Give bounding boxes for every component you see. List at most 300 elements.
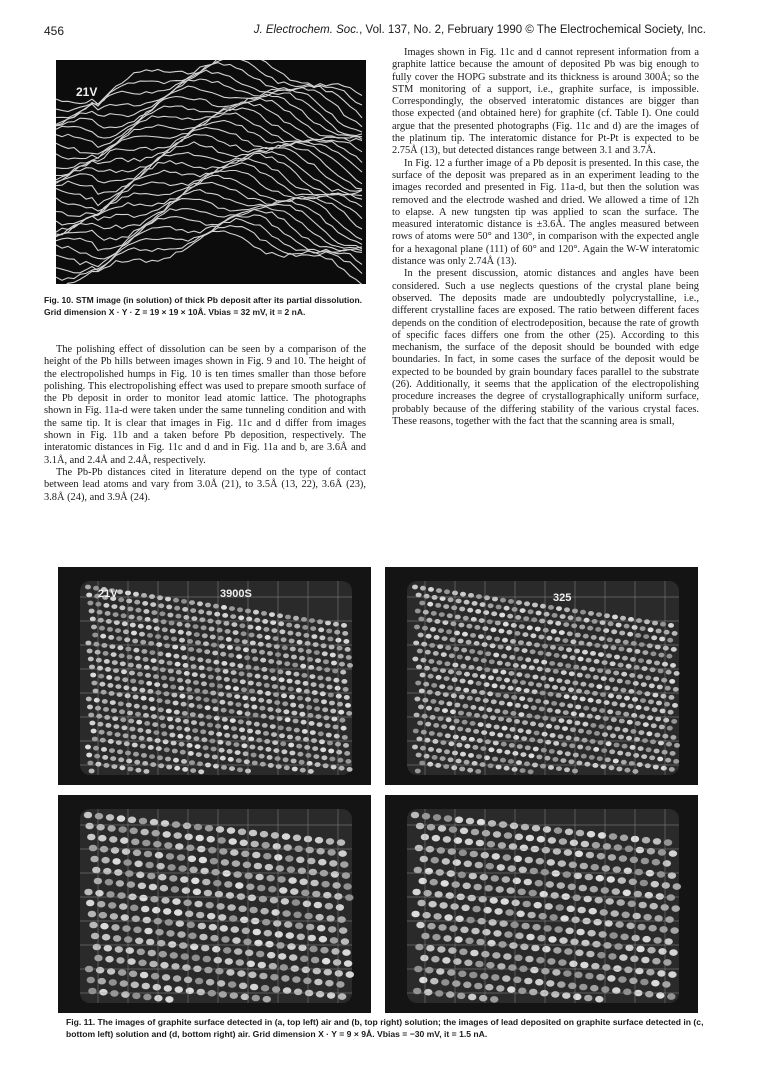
atom-spot	[101, 857, 109, 864]
atom-spot	[511, 623, 517, 628]
atom-spot	[644, 691, 650, 696]
atom-spot	[226, 892, 234, 899]
atom-spot	[156, 746, 162, 751]
atom-spot	[556, 904, 564, 911]
atom-spot	[249, 633, 255, 638]
atom-spot	[245, 711, 251, 716]
atom-spot	[199, 934, 207, 941]
atom-spot	[603, 628, 609, 633]
atom-spot	[513, 977, 521, 984]
atom-spot	[470, 851, 478, 858]
atom-spot	[654, 733, 660, 738]
atom-spot	[262, 619, 268, 624]
atom-spot	[494, 637, 500, 642]
atom-spot	[209, 627, 215, 632]
atom-spot	[571, 623, 577, 628]
atom-spot	[612, 888, 620, 895]
atom-spot	[476, 681, 482, 686]
atom-spot	[426, 706, 432, 711]
atom-spot	[256, 738, 262, 743]
atom-spot	[186, 631, 192, 636]
atom-spot	[629, 879, 637, 886]
atom-spot	[570, 939, 578, 946]
atom-spot	[642, 738, 648, 743]
atom-spot	[651, 635, 657, 640]
atom-spot	[626, 648, 632, 653]
atom-spot	[155, 852, 163, 859]
atom-spot	[338, 993, 346, 1000]
atom-spot	[532, 675, 538, 680]
atom-spot	[309, 946, 317, 953]
atom-spot	[197, 704, 203, 709]
atom-spot	[449, 826, 457, 833]
atom-spot	[292, 976, 300, 983]
atom-spot	[538, 635, 544, 640]
atom-spot	[165, 699, 171, 704]
atom-spot	[235, 882, 243, 889]
atom-spot	[221, 859, 229, 866]
atom-spot	[335, 970, 343, 977]
atom-spot	[133, 752, 139, 757]
atom-spot	[524, 673, 530, 678]
atom-spot	[207, 723, 213, 728]
atom-spot	[122, 621, 128, 626]
atom-spot	[151, 714, 157, 719]
atom-spot	[268, 763, 274, 768]
atom-spot	[514, 647, 520, 652]
atom-spot	[218, 692, 224, 697]
atom-spot	[578, 657, 584, 662]
atom-spot	[471, 829, 479, 836]
atom-spot	[269, 963, 277, 970]
atom-spot	[250, 697, 256, 702]
atom-spot	[431, 683, 437, 688]
atom-spot	[554, 653, 560, 658]
atom-spot	[283, 653, 289, 658]
atom-spot	[445, 645, 451, 650]
atom-spot	[670, 663, 676, 668]
atom-spot	[645, 675, 651, 680]
atom-spot	[322, 651, 328, 656]
atom-spot	[543, 700, 549, 705]
atom-spot	[428, 659, 434, 664]
atom-spot	[556, 678, 562, 683]
atom-spot	[587, 714, 593, 719]
atom-spot	[441, 652, 447, 657]
atom-spot	[473, 657, 479, 662]
atom-spot	[133, 850, 141, 857]
atom-spot	[542, 847, 550, 854]
atom-spot	[119, 765, 125, 770]
atom-spot	[209, 683, 215, 688]
atom-spot	[342, 949, 350, 956]
atom-spot	[434, 707, 440, 712]
atom-spot	[111, 847, 119, 854]
atom-spot	[552, 757, 558, 762]
atom-spot	[296, 857, 304, 864]
atom-spot	[146, 939, 154, 946]
atom-spot	[150, 706, 156, 711]
atom-spot	[162, 683, 168, 688]
atom-spot	[318, 627, 324, 632]
atom-spot	[611, 629, 617, 634]
atom-spot	[159, 659, 165, 664]
atom-spot	[663, 646, 669, 651]
figure-11c-image	[58, 795, 371, 1013]
atom-spot	[215, 620, 221, 625]
atom-spot	[111, 652, 117, 657]
atom-spot	[441, 724, 447, 729]
atom-spot	[496, 605, 502, 610]
atom-spot	[330, 937, 338, 944]
atom-spot	[584, 762, 590, 767]
atom-spot	[645, 991, 653, 998]
atom-spot	[585, 674, 591, 679]
atom-spot	[430, 879, 438, 886]
atom-spot	[221, 661, 227, 666]
atom-spot	[438, 924, 446, 931]
atom-spot	[496, 886, 504, 893]
atom-spot	[646, 969, 654, 976]
atom-spot	[263, 996, 271, 1003]
atom-spot	[598, 931, 606, 938]
atom-spot	[434, 635, 440, 640]
atom-spot	[586, 642, 592, 647]
atom-spot	[223, 947, 231, 954]
atom-spot	[161, 897, 169, 904]
atom-spot	[522, 632, 528, 637]
atom-spot	[153, 841, 161, 848]
atom-spot	[673, 883, 681, 890]
atom-spot	[155, 929, 163, 936]
atom-spot	[451, 605, 457, 610]
atom-spot	[323, 659, 329, 664]
atom-spot	[436, 675, 442, 680]
atom-spot	[264, 930, 272, 937]
atom-spot	[594, 659, 600, 664]
atom-spot	[426, 945, 434, 952]
atom-spot	[532, 924, 540, 931]
atom-spot	[454, 719, 460, 724]
atom-spot	[457, 727, 463, 732]
atom-spot	[532, 825, 540, 832]
atom-spot	[163, 908, 171, 915]
atom-spot	[503, 953, 511, 960]
atom-spot	[448, 757, 454, 762]
atom-spot	[142, 983, 150, 990]
atom-spot	[602, 660, 608, 665]
atom-spot	[212, 755, 218, 760]
atom-spot	[603, 942, 611, 949]
atom-spot	[120, 837, 128, 844]
atom-spot	[107, 731, 113, 736]
atom-spot	[504, 766, 510, 771]
atom-spot	[149, 697, 155, 702]
atom-spot	[215, 668, 221, 673]
atom-spot	[502, 710, 508, 715]
atom-spot	[132, 993, 140, 1000]
atom-spot	[211, 747, 217, 752]
atom-spot	[334, 734, 340, 739]
atom-spot	[95, 813, 103, 820]
atom-spot	[547, 708, 553, 713]
atom-spot	[270, 897, 278, 904]
atom-spot	[663, 959, 671, 966]
atom-spot	[346, 655, 352, 660]
atom-spot	[141, 753, 147, 758]
atom-spot	[213, 880, 221, 887]
atom-spot	[150, 602, 156, 607]
atom-spot	[285, 615, 291, 620]
atom-spot	[560, 758, 566, 763]
atom-spot	[442, 957, 450, 964]
atom-spot	[234, 948, 242, 955]
fig11a-screen-label-2: 3900S	[220, 588, 252, 600]
atom-spot	[136, 872, 144, 879]
figure-11a-image	[58, 567, 371, 785]
atom-spot	[560, 686, 566, 691]
atom-spot	[100, 634, 106, 639]
atom-spot	[102, 755, 108, 760]
atom-spot	[202, 689, 208, 694]
atom-spot	[526, 934, 534, 941]
atom-spot	[205, 705, 211, 710]
atom-spot	[190, 944, 198, 951]
atom-spot	[177, 678, 183, 683]
atom-spot	[485, 885, 493, 892]
atom-spot	[510, 922, 518, 929]
atom-spot	[612, 615, 618, 620]
atom-spot	[538, 651, 544, 656]
atom-spot	[519, 624, 525, 629]
atom-spot	[594, 731, 600, 736]
atom-spot	[119, 653, 125, 658]
atom-spot	[446, 701, 452, 706]
atom-spot	[533, 747, 539, 752]
atom-spot	[649, 755, 655, 760]
atom-spot	[161, 731, 167, 736]
atom-spot	[276, 865, 284, 872]
atom-spot	[98, 674, 104, 679]
atom-spot	[220, 925, 228, 932]
atom-spot	[293, 672, 299, 677]
atom-spot	[474, 884, 482, 891]
atom-spot	[85, 585, 91, 590]
atom-spot	[548, 692, 554, 697]
atom-spot	[107, 627, 113, 632]
atom-spot	[617, 751, 623, 756]
atom-spot	[290, 703, 296, 708]
atom-spot	[667, 993, 675, 1000]
atom-spot	[478, 706, 484, 711]
atom-spot	[562, 654, 568, 659]
atom-spot	[419, 878, 427, 885]
atom-spot	[138, 624, 144, 629]
atom-spot	[464, 861, 472, 868]
atom-spot	[453, 647, 459, 652]
atom-spot	[173, 975, 181, 982]
atom-spot	[451, 693, 457, 698]
atom-spot	[536, 858, 544, 865]
atom-spot	[593, 747, 599, 752]
atom-spot	[240, 917, 248, 924]
atom-spot	[301, 673, 307, 678]
atom-spot	[587, 626, 593, 631]
atom-spot	[249, 745, 255, 750]
atom-spot	[285, 671, 291, 676]
atom-spot	[112, 660, 118, 665]
atom-spot	[299, 712, 305, 717]
atom-spot	[124, 741, 130, 746]
atom-spot	[84, 889, 92, 896]
atom-spot	[563, 622, 569, 627]
atom-spot	[291, 711, 297, 716]
atom-spot	[227, 701, 233, 706]
atom-spot	[287, 866, 295, 873]
atom-spot	[659, 926, 667, 933]
atom-spot	[153, 730, 159, 735]
atom-spot	[422, 698, 428, 703]
atom-spot	[229, 606, 235, 611]
atom-spot	[599, 708, 605, 713]
atom-spot	[459, 695, 465, 700]
atom-spot	[197, 989, 205, 996]
atom-spot	[106, 675, 112, 680]
atom-spot	[200, 729, 206, 734]
atom-spot	[590, 651, 596, 656]
atom-spot	[441, 880, 449, 887]
atom-spot	[265, 747, 271, 752]
atom-spot	[128, 719, 134, 724]
atom-spot	[558, 646, 564, 651]
atom-spot	[294, 728, 300, 733]
atom-spot	[165, 996, 173, 1003]
atom-spot	[299, 760, 305, 765]
atom-spot	[613, 671, 619, 676]
atom-spot	[282, 833, 290, 840]
atom-spot	[639, 642, 645, 647]
atom-spot	[309, 618, 315, 623]
atom-spot	[486, 962, 494, 969]
atom-spot	[325, 677, 331, 682]
atom-spot	[189, 703, 195, 708]
atom-spot	[299, 879, 307, 886]
fig10-screen-label: 21V	[76, 85, 98, 99]
atom-spot	[95, 890, 103, 897]
atom-spot	[297, 640, 303, 645]
atom-spot	[253, 929, 261, 936]
atom-spot	[558, 718, 564, 723]
atom-spot	[341, 726, 347, 731]
atom-spot	[639, 902, 647, 909]
atom-spot	[302, 729, 308, 734]
atom-spot	[103, 763, 109, 768]
atom-spot	[131, 631, 137, 636]
atom-spot	[592, 941, 600, 948]
atom-spot	[585, 874, 593, 881]
atom-spot	[292, 767, 298, 772]
atom-spot	[651, 881, 659, 888]
atom-spot	[429, 643, 435, 648]
atom-spot	[130, 905, 138, 912]
atom-spot	[326, 629, 332, 634]
atom-spot	[580, 682, 586, 687]
atom-spot	[452, 881, 460, 888]
atom-spot	[211, 869, 219, 876]
atom-spot	[564, 679, 570, 684]
atom-spot	[183, 900, 191, 907]
atom-spot	[130, 623, 136, 628]
atom-spot	[257, 746, 263, 751]
atom-spot	[432, 934, 440, 941]
atom-spot	[633, 913, 641, 920]
atom-spot	[137, 672, 143, 677]
atom-spot	[298, 648, 304, 653]
atom-spot	[197, 761, 203, 766]
right-paragraph-3: In the present discussion, atomic distances and angles have been considered. Such a use neglects questions of the crystal plane being observed. The deposits made are undoubtedly polycrystalline, i.e., different crystalline faces are exposed. The ratio between different faces depends on the condition of electrodeposition, because the rate of growth of specific faces differs one from the other (25). According to this mechanism, the surface of the deposit should be bounded with edge boundaries. In fact, in some cases the surface of the deposit would be expected to be bounded by grain boundary faces parallel to the substrate (26). Additionally, it seems that the application of the electropolishing procedure increases the degree of crystallographically uniform surface, probably because of the differing stability of the various crystal faces. These reasons, together with the fact that the scanning area is small,	[392, 268, 699, 427]
atom-spot	[444, 661, 450, 666]
atom-spot	[159, 611, 165, 616]
atom-spot	[527, 912, 535, 919]
atom-spot	[172, 749, 178, 754]
atom-spot	[99, 682, 105, 687]
atom-spot	[472, 601, 478, 606]
atom-spot	[417, 649, 423, 654]
atom-spot	[317, 675, 323, 680]
atom-spot	[258, 962, 266, 969]
atom-spot	[421, 642, 427, 647]
atom-spot	[111, 924, 119, 931]
atom-spot	[278, 621, 284, 626]
atom-spot	[329, 757, 335, 762]
atom-spot	[86, 753, 92, 758]
atom-spot	[231, 670, 237, 675]
atom-spot	[545, 668, 551, 673]
atom-spot	[614, 943, 622, 950]
atom-spot	[180, 646, 186, 651]
atom-spot	[646, 659, 652, 664]
atom-spot	[504, 931, 512, 938]
atom-spot	[542, 716, 548, 721]
atom-spot	[89, 845, 97, 852]
atom-spot	[336, 904, 344, 911]
atom-spot	[252, 657, 258, 662]
atom-spot	[257, 885, 265, 892]
atom-spot	[567, 703, 573, 708]
atom-spot	[478, 722, 484, 727]
atom-spot	[156, 642, 162, 647]
atom-spot	[589, 667, 595, 672]
atom-spot	[246, 721, 252, 726]
atom-spot	[123, 859, 131, 866]
atom-spot	[522, 648, 528, 653]
atom-spot	[260, 908, 268, 915]
atom-spot	[313, 754, 319, 759]
atom-spot	[608, 953, 616, 960]
atom-spot	[179, 742, 185, 747]
atom-spot	[316, 991, 324, 998]
atom-spot	[512, 607, 518, 612]
atom-spot	[622, 656, 628, 661]
atom-spot	[175, 718, 181, 723]
atom-spot	[580, 863, 588, 870]
atom-spot	[658, 948, 666, 955]
atom-spot	[108, 739, 114, 744]
atom-spot	[239, 983, 247, 990]
atom-spot	[118, 701, 124, 706]
atom-spot	[589, 755, 595, 760]
atom-spot	[596, 699, 602, 704]
